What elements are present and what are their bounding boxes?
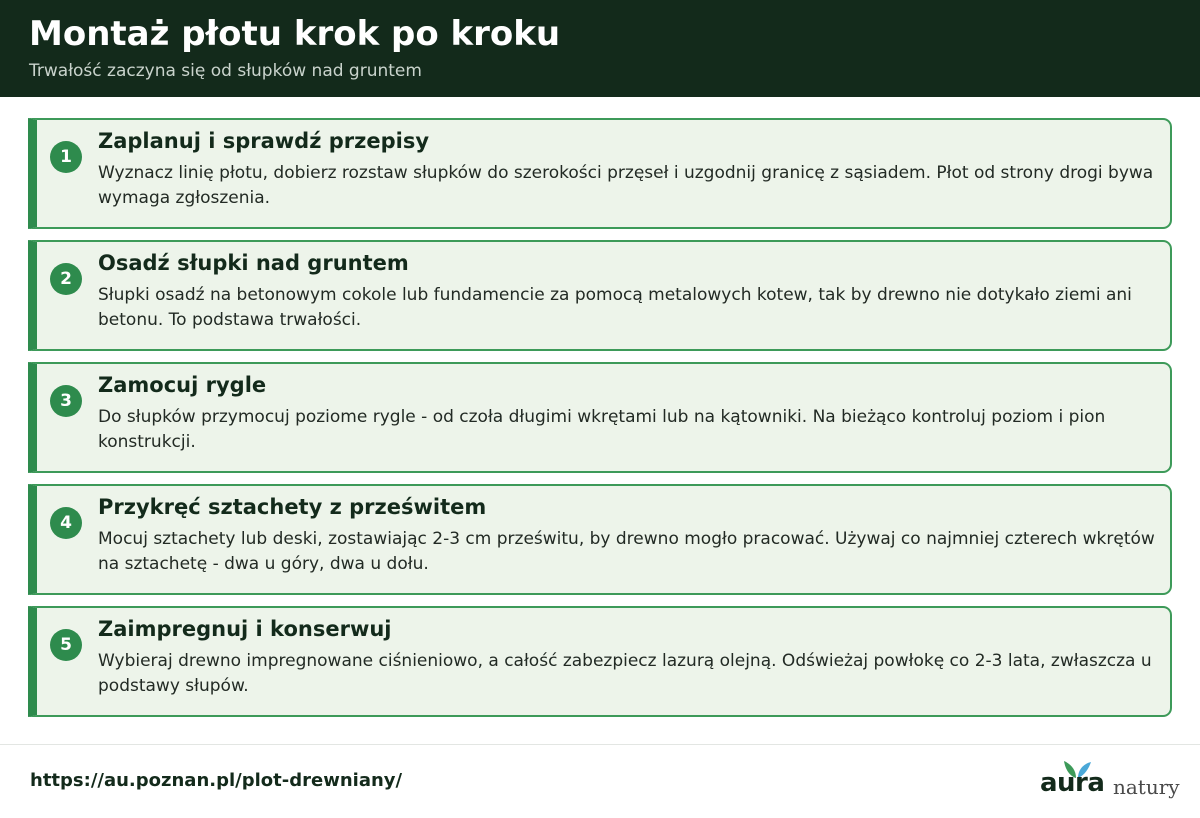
step-number-badge: 5 (50, 629, 82, 661)
step-description: Słupki osadź na betonowym cokole lub fundamencie za pomocą metalowych kotew, tak by drewno nie dotykało ziemi ani betonu. To podstawa trwałości. (98, 285, 1132, 330)
step-number-badge: 3 (50, 385, 82, 417)
step-number-badge: 2 (50, 263, 82, 295)
step-title: Zaplanuj i sprawdź przepisy (98, 129, 430, 153)
source-link[interactable]: https://au.poznan.pl/plot-drewniany/ (30, 770, 403, 791)
step-card-3 (28, 362, 1172, 473)
step-description: Mocuj sztachety lub deski, zostawiając 2-3 cm prześwitu, by drewno mogło pracować. Używaj co najmniej czterech wkrętów na sztachetę - dwa u góry, dwa u dołu. (98, 529, 1155, 574)
step-description: Wyznacz linię płotu, dobierz rozstaw słupków do szerokości przęseł i uzgodnij granicę z sąsiadem. Płot od strony drogi bywa wymaga zgłoszenia. (98, 163, 1154, 208)
page-title: Montaż płotu krok po kroku (29, 14, 561, 54)
header-banner (0, 0, 1200, 97)
logo-brand-text: aura (1040, 768, 1105, 798)
logo-suffix-text: natury (1113, 775, 1180, 799)
step-card-5 (28, 606, 1172, 717)
step-title: Zaimpregnuj i konserwuj (98, 617, 392, 641)
page-subtitle: Trwałość zaczyna się od słupków nad gruntem (29, 61, 422, 81)
step-title: Przykręć sztachety z prześwitem (98, 495, 487, 519)
footer-divider (0, 744, 1200, 745)
step-card-1 (28, 118, 1172, 229)
step-title: Zamocuj rygle (98, 373, 267, 397)
step-number-badge: 4 (50, 507, 82, 539)
step-description: Do słupków przymocuj poziome rygle - od czoła długimi wkrętami lub na kątowniki. Na bieżąco kontroluj poziom i pion konstrukcji. (98, 407, 1106, 452)
step-number-badge: 1 (50, 141, 82, 173)
step-card-4 (28, 484, 1172, 595)
brand-logo (1040, 760, 1180, 805)
step-description: Wybieraj drewno impregnowane ciśnieniowo, a całość zabezpiecz lazurą olejną. Odświeżaj powłokę co 2-3 lata, zwłaszcza u podstawy słupów. (98, 651, 1152, 696)
step-title: Osadź słupki nad gruntem (98, 251, 409, 275)
step-card-2 (28, 240, 1172, 351)
